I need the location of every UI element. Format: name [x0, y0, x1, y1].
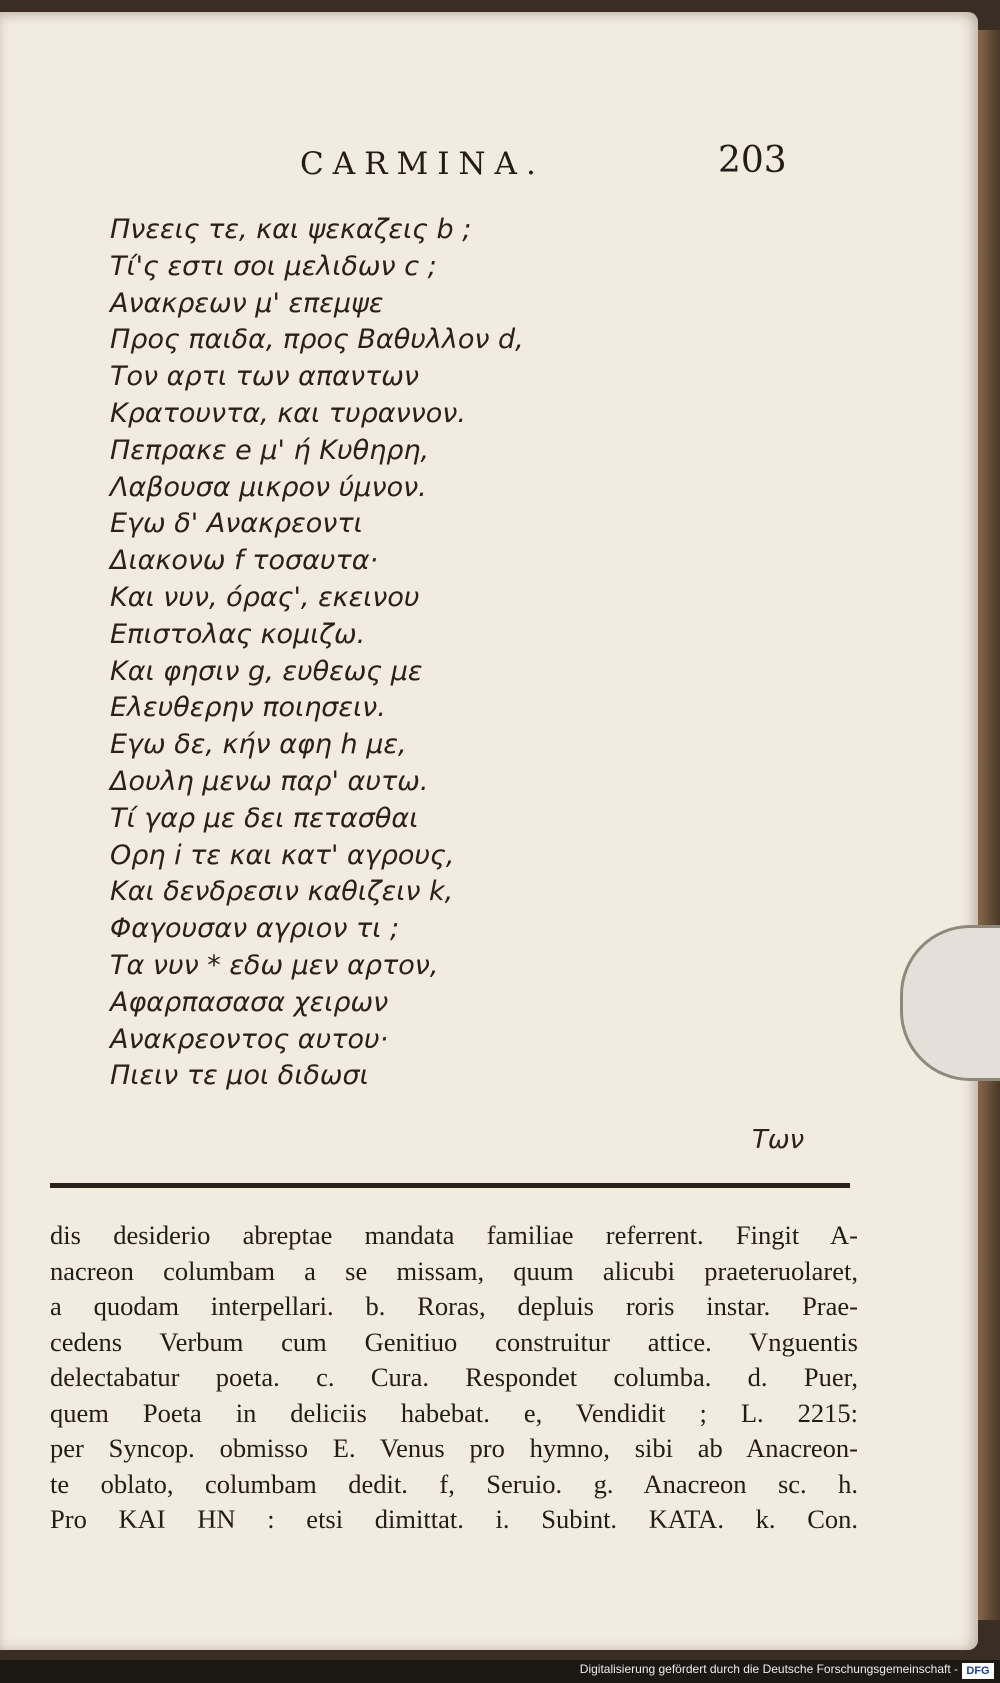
verse-line: Εγω δε, κήν αφη h με,	[110, 729, 407, 761]
verse-line: Ελευθερην ποιησειν.	[110, 692, 386, 724]
verse-line: Και νυν, όρας', εκεινου	[110, 581, 420, 613]
verse-line: Και δενδρεσιν καθιζειν k,	[110, 876, 454, 908]
running-title: CARMINA.	[300, 146, 545, 182]
verse-line: Επιστολας κομιζω.	[110, 618, 366, 650]
verse-line: Πνεεις τε, και ψεκαζεις b ;	[110, 214, 472, 245]
note-line: cedens Verbum cum Genitiuo construitur attice. Vnguentis	[50, 1326, 858, 1357]
verse-line: Κρατουντα, και τυραννον.	[110, 397, 466, 429]
verse-line: Τί'ς εστι σοι μελιδων c ;	[110, 250, 437, 282]
catchword: Των	[752, 1125, 805, 1155]
verse-line: Τα νυν * εδω μεν αρτον,	[110, 949, 439, 981]
note-line: per Syncop. obmisso E. Venus pro hymno, sibi ab Anacreon-	[50, 1433, 858, 1463]
page-header	[0, 140, 978, 190]
verse-line: Ορη i τε και κατ' αγρους,	[110, 839, 455, 871]
note-line: delectabatur poeta. c. Cura. Respondet columba. d. Puer,	[50, 1362, 858, 1392]
note-line: Pro ΚΑΙ ΗΝ : etsi dimittat. i. Subint. ΚΑΤΑ. k. Con.	[50, 1504, 858, 1534]
verse-line: Αφαρπασασα χειρων	[110, 986, 389, 1018]
verse-line: Εγω δ' Ανακρεοντι	[110, 508, 363, 540]
note-line: dis desiderio abreptae mandata familiae referrent. Fingit A-	[50, 1220, 858, 1250]
verse-line: Δουλη μενω παρ' αυτω.	[110, 765, 429, 797]
verse-line: Διακονω f τοσαυτα·	[110, 545, 379, 577]
verse-line: Πεπρακε e μ' ή Κυθηρη,	[110, 434, 430, 466]
verse-line: Προς παιδα, προς Βαθυλλον d,	[110, 324, 524, 356]
verse-line: Τον αρτι των απαντων	[110, 361, 419, 393]
note-line: a quodam interpellari. b. Roras, depluis roris instar. Prae-	[50, 1291, 858, 1321]
verse-line: Πιειν τε μοι διδωσι	[110, 1060, 369, 1092]
page-number: 203	[718, 140, 787, 181]
verse-line: Τί γαρ με δει πετασθαι	[110, 802, 419, 834]
verse-line: Φαγουσαν αγριον τι ;	[110, 913, 400, 945]
latin-notes	[50, 1218, 858, 1538]
note-line: nacreon columbam a se missam, quum alicubi praeteruolaret,	[50, 1255, 858, 1286]
note-line: quem Poeta in deliciis habebat. e, Vendidit ; L. 2215:	[50, 1397, 858, 1428]
verse-line: Και φησιν g, ευθεως με	[110, 655, 423, 687]
digitization-credit: Digitalisierung gefördert durch die Deutsche Forschungsgemeinschaft -	[579, 1662, 958, 1676]
footnote-rule	[50, 1183, 850, 1188]
verse-line: Ανακρεοντος αυτου·	[110, 1023, 389, 1055]
dfg-logo: DFG	[962, 1663, 994, 1679]
greek-verse	[110, 212, 750, 1095]
verse-line: Λαβουσα μικρον ύμνον.	[110, 471, 427, 503]
note-line: te oblato, columbam dedit. f, Seruio. g. Anacreon sc. h.	[50, 1468, 858, 1499]
verse-line: Ανακρεων μ' επεμψε	[110, 287, 384, 319]
